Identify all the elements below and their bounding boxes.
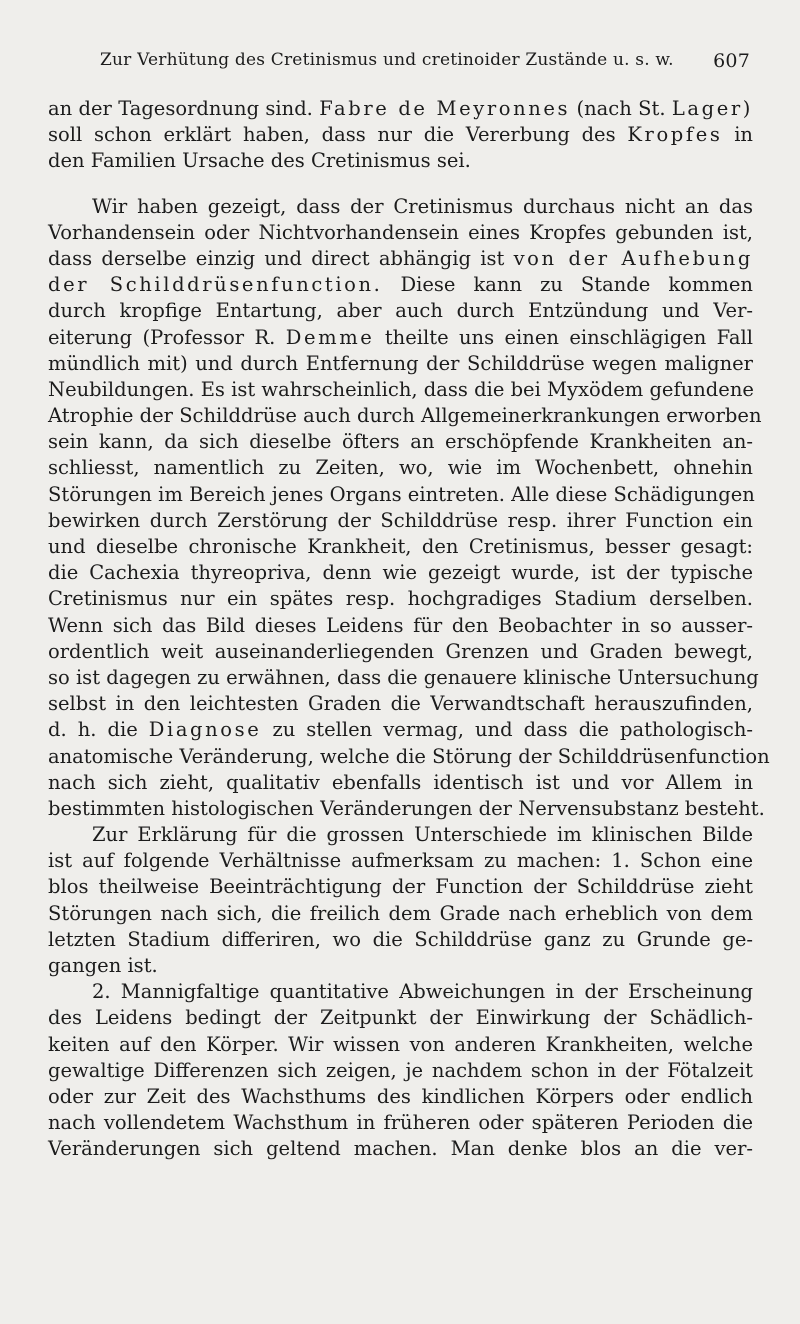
text-line: nach vollendetem Wachsthum in früheren oder späteren Perioden die [48,1111,753,1135]
text-line: anatomische Veränderung, welche die Störung der Schilddrüsenfunction [48,744,770,768]
spaced-term: Kropfes [627,123,723,147]
spaced-name: Demme [285,325,375,349]
text-line: schliesst, namentlich zu Zeiten, wo, wie im Wochenbett, ohnehin [48,456,753,480]
text-line: soll schon erklärt haben, dass nur die Vererbung des Kropfes in [48,123,753,147]
spaced-term: der Schilddrüsenfunction. [48,273,383,297]
text-line: Störungen nach sich, die freilich dem Grade nach erheblich von dem [48,901,753,925]
text-line: und dieselbe chronische Krankheit, den Cretinismus, besser gesagt: [48,535,753,558]
text-line: der Schilddrüsenfunction. Diese kann zu Stande kommen [48,273,753,297]
text-line: des Leidens bedingt der Zeitpunkt der Einwirkung der Schädlich- [48,1006,753,1030]
spaced-name: Lager) [671,97,754,120]
text-line: Wir haben gezeigt, dass der Cretinismus durchaus nicht an das [92,194,753,218]
text-line: selbst in den leichtesten Graden die Verwandtschaft herauszufinden, [48,692,753,716]
text-line: letzten Stadium differiren, wo die Schilddrüse ganz zu Grunde ge- [48,927,753,951]
text-line: 2. Mannigfaltige quantitative Abweichungen in der Erscheinung [92,980,753,1004]
text-line: bestimmten histologischen Veränderungen der Nervensubstanz besteht. [48,796,765,820]
running-head [100,50,750,80]
text-line: bewirken durch Zerstörung der Schilddrüse resp. ihrer Function ein [48,508,753,532]
page-number: 607 [713,50,750,72]
text-line: Vorhandensein oder Nichtvorhandensein eines Kropfes gebunden ist, [48,220,753,244]
spaced-term: Diagnose [148,718,262,742]
text-line: d. h. die Diagnose zu stellen vermag, und dass die pathologisch- [48,718,754,742]
text-line: Atrophie der Schilddrüse auch durch Allgemeinerkrankungen erworben [48,404,762,428]
text-line: Veränderungen sich geltend machen. Man denke blos an die ver- [48,1137,753,1161]
text-line: so ist dagegen zu erwähnen, dass die genauere klinische Untersuchung [48,665,759,689]
text-line: Zur Erklärung für die grossen Unterschiede im klinischen Bilde [92,823,753,847]
spaced-name: Fabre de Meyronnes [319,97,571,120]
body-text [48,96,770,1163]
text-line: Neubildungen. Es ist wahrscheinlich, dass die bei Myxödem gefundene [48,377,754,401]
text-line: gewaltige Differenzen sich zeigen, je nachdem schon in der Fötalzeit [48,1058,753,1082]
text-line: die Cachexia thyreopriva, denn wie gezeigt wurde, ist der typische [48,561,753,585]
text-line: Störungen im Bereich jenes Organs eintreten. Alle diese Schädigungen [48,482,755,506]
running-head-title: Zur Verhütung des Cretinismus und cretinoider Zustände u. s. w. [100,50,674,70]
text-line: den Familien Ursache des Cretinismus sei. [48,149,471,173]
text-line: ordentlich weit auseinanderliegenden Grenzen und Graden bewegt, [48,639,753,663]
text-line: eiterung (Professor R. Demme theilte uns einen einschlägigen Fall [48,325,753,349]
text-line: oder zur Zeit des Wachsthums des kindlichen Körpers oder endlich [48,1084,753,1108]
text-line: dass derselbe einzig und direct abhängig ist von der Aufhebung [48,246,753,270]
text-line: gangen ist. [48,954,158,977]
text-line: Wenn sich das Bild dieses Leidens für den Beobachter in so ausser- [48,613,753,637]
text-line: blos theilweise Beeinträchtigung der Function der Schilddrüse zieht [48,875,753,899]
text-line: Cretinismus nur ein spätes resp. hochgradiges Stadium derselben. [48,587,753,611]
text-line: ist auf folgende Verhältnisse aufmerksam zu machen: 1. Schon eine [48,849,753,873]
spaced-term: von der Aufhebung [513,246,753,270]
text-line: durch kropfige Entartung, aber auch durch Entzündung und Ver- [48,299,753,323]
text-line: sein kann, da sich dieselbe öfters an erschöpfende Krankheiten an- [48,430,753,454]
text-line: keiten auf den Körper. Wir wissen von anderen Krankheiten, welche [48,1032,753,1056]
text-line: nach sich zieht, qualitativ ebenfalls identisch ist und vor Allem in [48,770,753,794]
text-line: an der Tagesordnung sind. Fabre de Meyronnes (nach St. Lager) [48,97,754,120]
text-line: mündlich mit) und durch Entfernung der Schilddrüse wegen maligner [48,351,753,375]
